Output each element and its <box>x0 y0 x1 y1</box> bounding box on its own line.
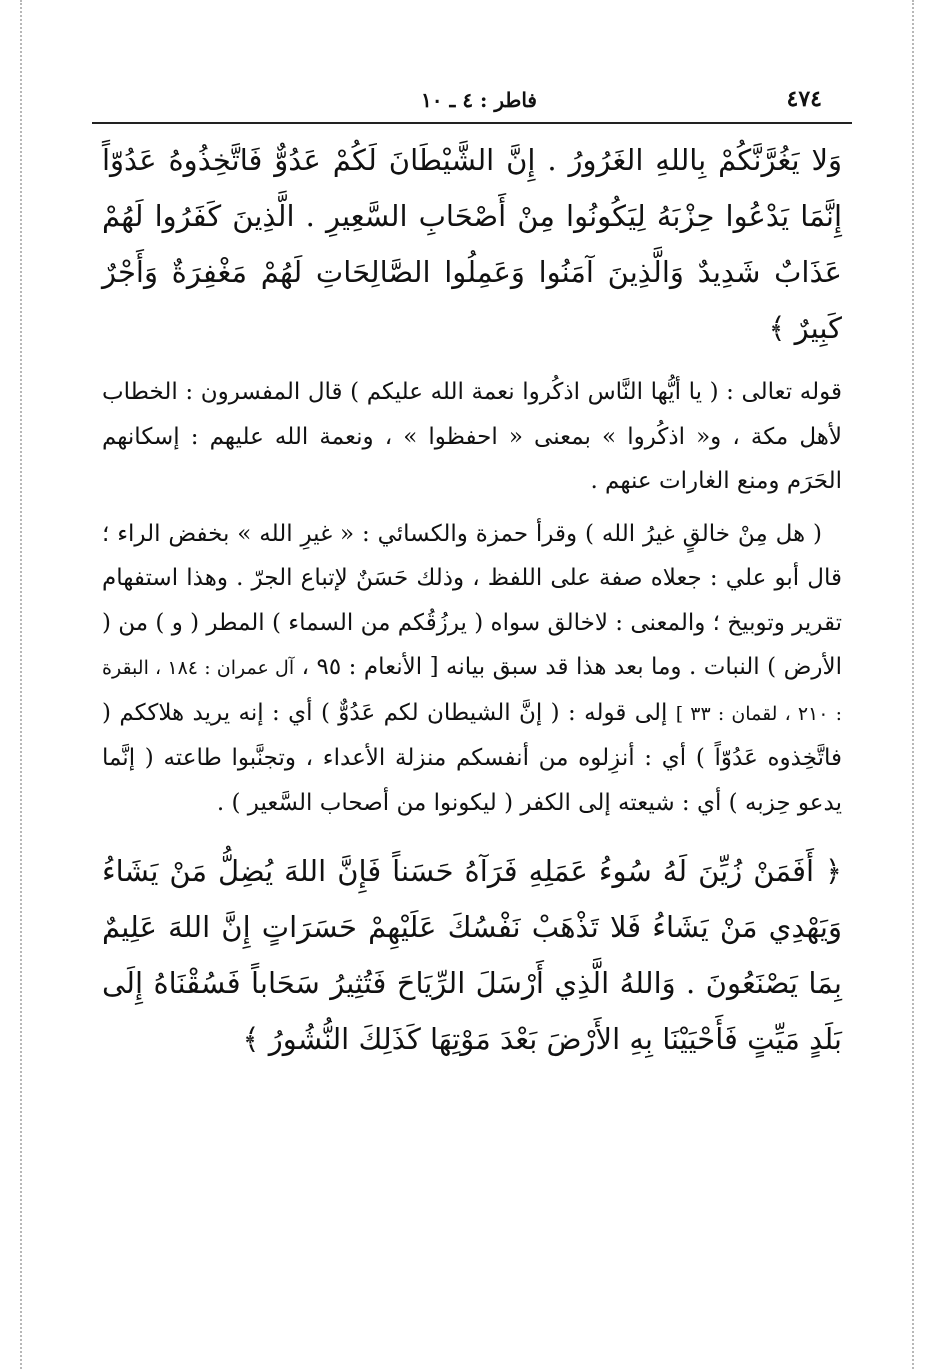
right-margin-dotted-line <box>912 0 914 1369</box>
commentary-paragraph-2 <box>102 512 842 826</box>
commentary-paragraph-2-text: ( هل مِنْ خالقٍ غيرُ الله ) وقرأ حمزة والكسائي : « غيرِ الله » بخفض الراء ؛ قال أبو علي : جعلاه صفة على اللفظ ، وذلك حَسَنٌ لإتباع الجرّ . وهذا استفهام تقرير وتوبيخ ؛ والمعنى : لاخالق سواه ( يرزُقُكم من السماء ) المطر ( و ) من ( الأرض ) النبات . وما بعد هذا قد سبق بيانه [ الأنعام : ٩٥ ، <box>102 520 842 680</box>
left-margin-dotted-line <box>20 0 22 1369</box>
book-page <box>92 70 852 1360</box>
commentary-citation: آل عمران : ١٨٤ ، البقرة : ٢١٠ ، لقمان : ٣٣ ] <box>102 657 842 725</box>
quran-verses-block-1: وَلا يَغُرَّنَّكُمْ بِاللهِ الغَرُورُ . إِنَّ الشَّيْطَانَ لَكُمْ عَدُوٌّ فَاتَّخِذُوهُ عَدُوّاً إِنَّمَا يَدْعُوا حِزْبَهُ لِيَكُونُوا مِنْ أَصْحَابِ السَّعِيرِ . الَّذِينَ كَفَرُوا لَهُمْ عَذَابٌ شَدِيدٌ وَالَّذِينَ آمَنُوا وَعَمِلُوا الصَّالِحَاتِ لَهُمْ مَغْفِرَةٌ وَأَجْرٌ كَبِيرٌ ﴾ <box>102 143 842 345</box>
commentary-paragraph-2-continued: إلى قوله : ( إنَّ الشيطان لكم عَدُوٌّ ) أي : إنه يريد هلاككم ( فاتَّخِذوه عَدُوّاً ) أي : أنزِلوه من أنفسكم منزلة الأعداء ، وتجنَّبوا طاعته ( إنَّما يدعو حِزبه ) أي : شيعته إلى الكفر ( ليكونوا من أصحاب السَّعير ) . <box>102 699 842 816</box>
commentary-paragraph-1: قوله تعالى : ( يا أيُّها النَّاس اذكُروا نعمة الله عليكم ) قال المفسرون : الخطاب لأهل مكة ، و« اذكُروا » بمعنى « احفظوا » ، ونعمة الله عليهم : إسكانهم الحَرَم ومنع الغارات عنهم . <box>102 379 842 494</box>
quran-verses-block-2: ﴿ أَفَمَنْ زُيِّنَ لَهُ سُوءُ عَمَلِهِ فَرَآهُ حَسَناً فَإِنَّ اللهَ يُضِلُّ مَنْ يَشَاءُ وَيَهْدِي مَنْ يَشَاءُ فَلا تَذْهَبْ نَفْسُكَ عَلَيْهِمْ حَسَرَاتٍ إِنَّ اللهَ عَلِيمٌ بِمَا يَصْنَعُونَ . وَاللهُ الَّذِي أَرْسَلَ الرِّيَاحَ فَتُثِيرُ سَحَاباً فَسُقْنَاهُ إِلَى بَلَدٍ مَيِّتٍ فَأَحْيَيْنَا بِهِ الأَرْضَ بَعْدَ مَوْتِهَا كَذَلِكَ النُّشُورُ ﴾ <box>102 854 842 1056</box>
page-number: ٤٧٤ <box>786 86 822 112</box>
page-header <box>92 70 852 124</box>
running-head: فاطر : ٤ ـ ١٠ <box>421 88 537 112</box>
